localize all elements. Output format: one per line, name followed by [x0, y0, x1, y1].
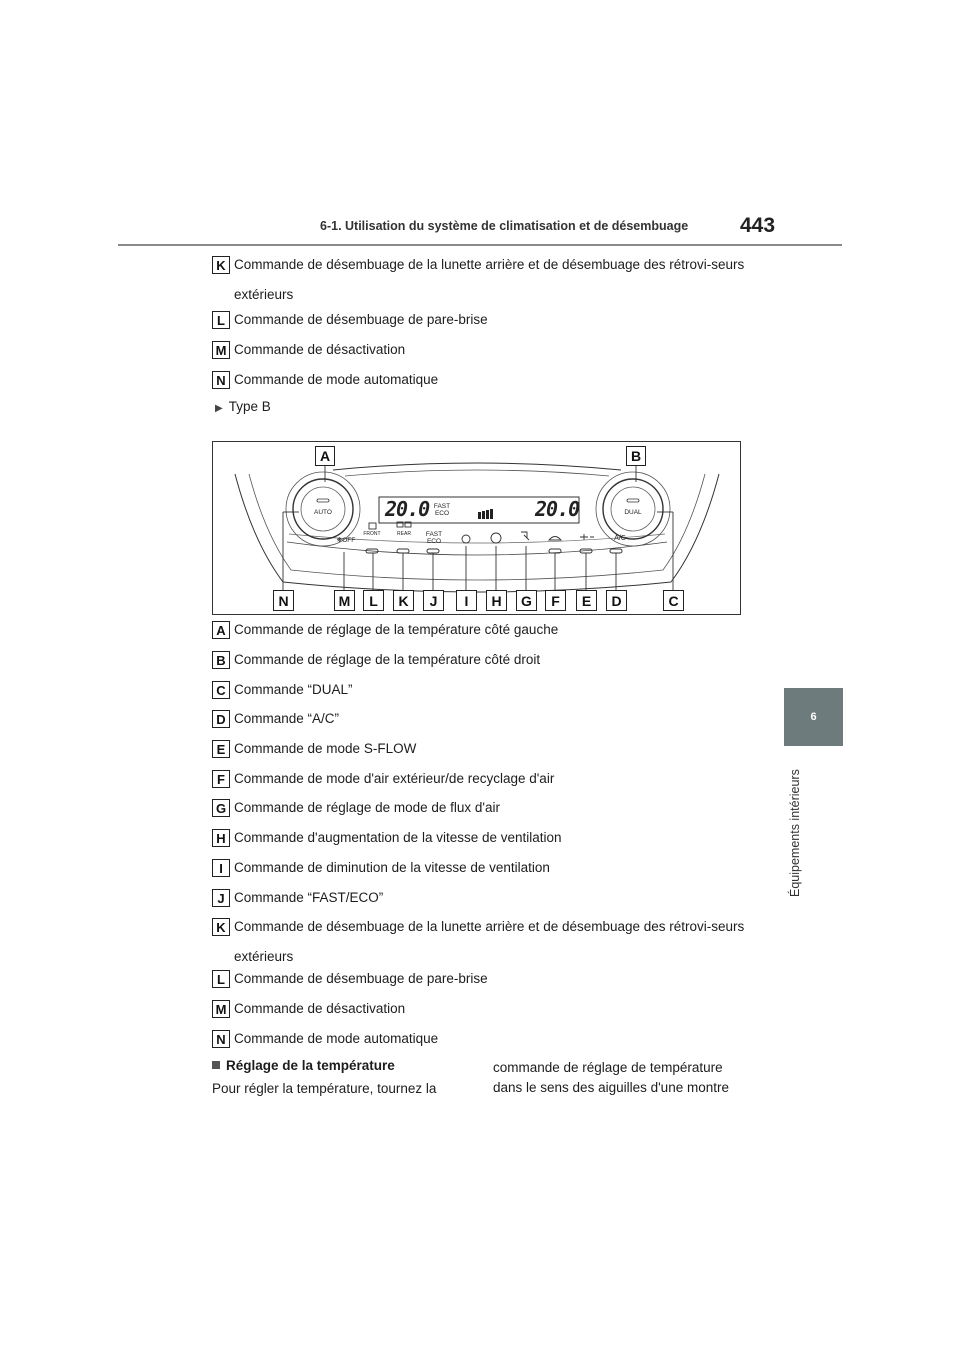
- list-item: [212, 889, 754, 913]
- list-item: [212, 371, 754, 395]
- list-item: [212, 740, 754, 764]
- item-letter-badge: G: [212, 799, 230, 817]
- list-item: [212, 256, 754, 310]
- callout-d: D: [606, 590, 627, 611]
- list-item: [212, 621, 754, 645]
- list-item: [212, 710, 754, 734]
- item-letter-badge: B: [212, 651, 230, 669]
- item-text: Commande de désactivation: [234, 1001, 406, 1016]
- item-letter-badge: I: [212, 859, 230, 877]
- paragraph-right: commande de réglage de température dans le sens des aiguilles d'une montre: [493, 1060, 729, 1095]
- item-letter-badge: K: [212, 256, 230, 274]
- item-text: Commande de désembuage de pare-brise: [234, 312, 488, 327]
- callout-j: J: [423, 590, 444, 611]
- item-text: Commande de désembuage de pare-brise: [234, 971, 488, 986]
- item-letter-badge: M: [212, 341, 230, 359]
- rear-defog-button-label[interactable]: REAR: [397, 531, 411, 537]
- callout-n: N: [273, 590, 294, 611]
- item-letter-badge: K: [212, 918, 230, 936]
- triangle-arrow-icon: ▶: [215, 403, 223, 414]
- header-divider: [118, 244, 842, 246]
- list-item: [212, 681, 754, 705]
- item-text: Commande de mode S-FLOW: [234, 741, 417, 756]
- item-letter-badge: E: [212, 740, 230, 758]
- item-letter-badge: D: [212, 710, 230, 728]
- list-item: [212, 341, 754, 365]
- ac-button-label[interactable]: A/C: [614, 535, 626, 542]
- list-item: [212, 1000, 754, 1024]
- item-text: Commande de mode automatique: [234, 1031, 439, 1046]
- paragraph-left: Pour régler la température, tournez la: [212, 1081, 437, 1096]
- item-letter-badge: L: [212, 970, 230, 988]
- page-header-title: 6-1. Utilisation du système de climatisation et de désembuage: [320, 219, 689, 233]
- list-item: [212, 651, 754, 675]
- item-letter-badge: M: [212, 1000, 230, 1018]
- type-label: ▶ Type B: [215, 399, 271, 414]
- item-text: Commande de désactivation: [234, 342, 406, 357]
- lcd-mode-label: FAST ECO: [433, 503, 451, 517]
- callout-c: C: [663, 590, 684, 611]
- item-letter-badge: F: [212, 770, 230, 788]
- item-text: Commande “DUAL”: [234, 682, 353, 697]
- item-letter-badge: C: [212, 681, 230, 699]
- fast-eco-button-label[interactable]: FAST ECO: [425, 531, 443, 545]
- item-text: Commande de désembuage de la lunette arrière et de désembuage des rétrovi-seurs extérieurs: [234, 257, 745, 302]
- callout-k: K: [393, 590, 414, 611]
- callout-m: M: [334, 590, 355, 611]
- off-button-label[interactable]: ❋OFF: [336, 537, 356, 544]
- item-letter-badge: N: [212, 1030, 230, 1048]
- list-item: [212, 970, 754, 994]
- list-item: [212, 799, 754, 823]
- item-text: Commande “A/C”: [234, 711, 340, 726]
- item-text: Commande “FAST/ECO”: [234, 890, 384, 905]
- right-temp-readout: 20.0: [535, 497, 580, 521]
- item-letter-badge: A: [212, 621, 230, 639]
- dual-knob-label[interactable]: DUAL: [624, 509, 642, 516]
- callout-a: A: [315, 446, 335, 466]
- chapter-tab: [784, 688, 843, 746]
- list-item: [212, 859, 754, 883]
- callout-i: I: [456, 590, 477, 611]
- callout-h: H: [486, 590, 507, 611]
- callout-b: B: [626, 446, 646, 466]
- item-text: Commande de réglage de la température côté droit: [234, 652, 541, 667]
- item-text: Commande de diminution de la vitesse de ventilation: [234, 860, 550, 875]
- callout-l: L: [363, 590, 384, 611]
- callout-e: E: [576, 590, 597, 611]
- item-text: Commande de réglage de la température côté gauche: [234, 622, 559, 637]
- callout-f: F: [545, 590, 566, 611]
- item-text: Commande d'augmentation de la vitesse de ventilation: [234, 830, 562, 845]
- item-letter-badge: N: [212, 371, 230, 389]
- section-heading: Réglage de la température: [212, 1058, 395, 1073]
- item-text: Commande de réglage de mode de flux d'air: [234, 800, 500, 815]
- page-number: 443: [740, 214, 776, 237]
- square-bullet-icon: [212, 1061, 220, 1069]
- list-item: [212, 829, 754, 853]
- left-temp-readout: 20.0: [385, 497, 430, 521]
- item-letter-badge: L: [212, 311, 230, 329]
- list-item: [212, 770, 754, 794]
- list-item: [212, 311, 754, 335]
- callout-g: G: [516, 590, 537, 611]
- auto-knob-label[interactable]: AUTO: [314, 509, 332, 516]
- item-text: Commande de mode automatique: [234, 372, 439, 387]
- chapter-label: Équipements intérieurs: [788, 769, 802, 897]
- item-text: Commande de désembuage de la lunette arrière et de désembuage des rétrovi-seurs extérieurs: [234, 919, 745, 964]
- list-item: [212, 1030, 754, 1054]
- front-defog-button-label[interactable]: FRONT: [363, 531, 381, 537]
- climate-panel-diagram: [212, 441, 741, 615]
- item-letter-badge: H: [212, 829, 230, 847]
- item-text: Commande de mode d'air extérieur/de recyclage d'air: [234, 771, 555, 786]
- chapter-number: 6: [810, 711, 817, 723]
- item-letter-badge: J: [212, 889, 230, 907]
